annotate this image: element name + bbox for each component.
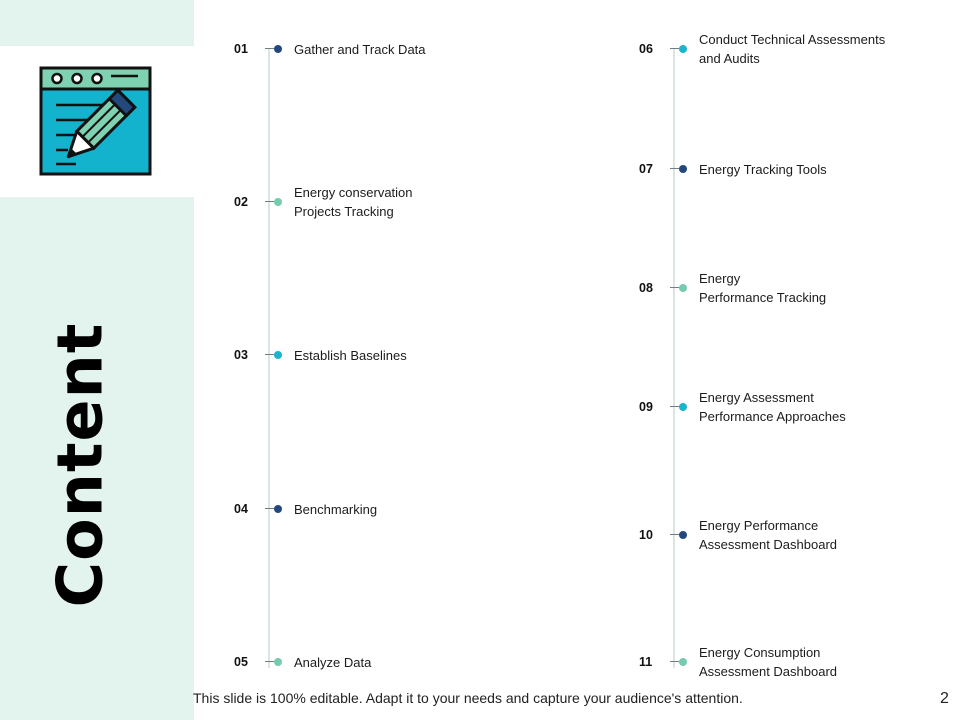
item-number: 08 xyxy=(639,281,653,295)
item-number: 10 xyxy=(639,528,653,542)
item-number: 11 xyxy=(639,655,653,669)
item-number: 07 xyxy=(639,162,653,176)
connector xyxy=(670,534,679,535)
slide-title: Content xyxy=(43,322,117,608)
timeline-dot xyxy=(274,45,282,53)
connector xyxy=(265,661,274,662)
item-label: Analyze Data xyxy=(294,655,372,670)
item-label: Energy Tracking Tools xyxy=(699,162,827,177)
item-label: Energy Consumption Assessment Dashboard xyxy=(699,645,838,679)
connector xyxy=(265,48,274,49)
item-number: 03 xyxy=(234,348,248,362)
timeline-dot xyxy=(679,531,687,539)
page-number: 2 xyxy=(940,690,949,707)
item-label: Benchmarking xyxy=(294,502,378,517)
timeline-dot xyxy=(274,505,282,513)
connector xyxy=(670,661,679,662)
timeline-dot xyxy=(274,658,282,666)
right-timeline-line xyxy=(673,48,675,668)
timeline-dot xyxy=(679,658,687,666)
timeline-dot xyxy=(274,198,282,206)
item-number: 05 xyxy=(234,655,248,669)
timeline-dot xyxy=(679,284,687,292)
connector xyxy=(670,406,679,407)
item-label: Establish Baselines xyxy=(294,348,407,363)
timeline-dot xyxy=(679,165,687,173)
item-label: Gather and Track Data xyxy=(294,42,426,57)
item-label: Energy conservation Projects Tracking xyxy=(294,185,413,219)
connector xyxy=(670,287,679,288)
item-number: 06 xyxy=(639,42,653,56)
item-number: 04 xyxy=(234,502,248,516)
left-timeline-line xyxy=(268,48,270,668)
timeline-dot xyxy=(679,403,687,411)
item-label: Energy Assessment Performance Approaches xyxy=(699,390,846,424)
timeline-dot xyxy=(274,351,282,359)
connector xyxy=(670,168,679,169)
item-label: Conduct Technical Assessments and Audits xyxy=(699,32,886,66)
edit-document-icon xyxy=(38,65,154,177)
connector xyxy=(265,508,274,509)
item-label: Energy Performance Assessment Dashboard xyxy=(699,518,838,552)
connector xyxy=(265,201,274,202)
footer-note: This slide is 100% editable. Adapt it to your needs and capture your audience's attention. xyxy=(193,690,743,706)
item-label: Energy Performance Tracking xyxy=(699,271,827,305)
connector xyxy=(265,354,274,355)
item-number: 09 xyxy=(639,400,653,414)
item-number: 02 xyxy=(234,195,248,209)
timeline-dot xyxy=(679,45,687,53)
connector xyxy=(670,48,679,49)
icon-box xyxy=(0,46,194,197)
item-number: 01 xyxy=(234,42,248,56)
